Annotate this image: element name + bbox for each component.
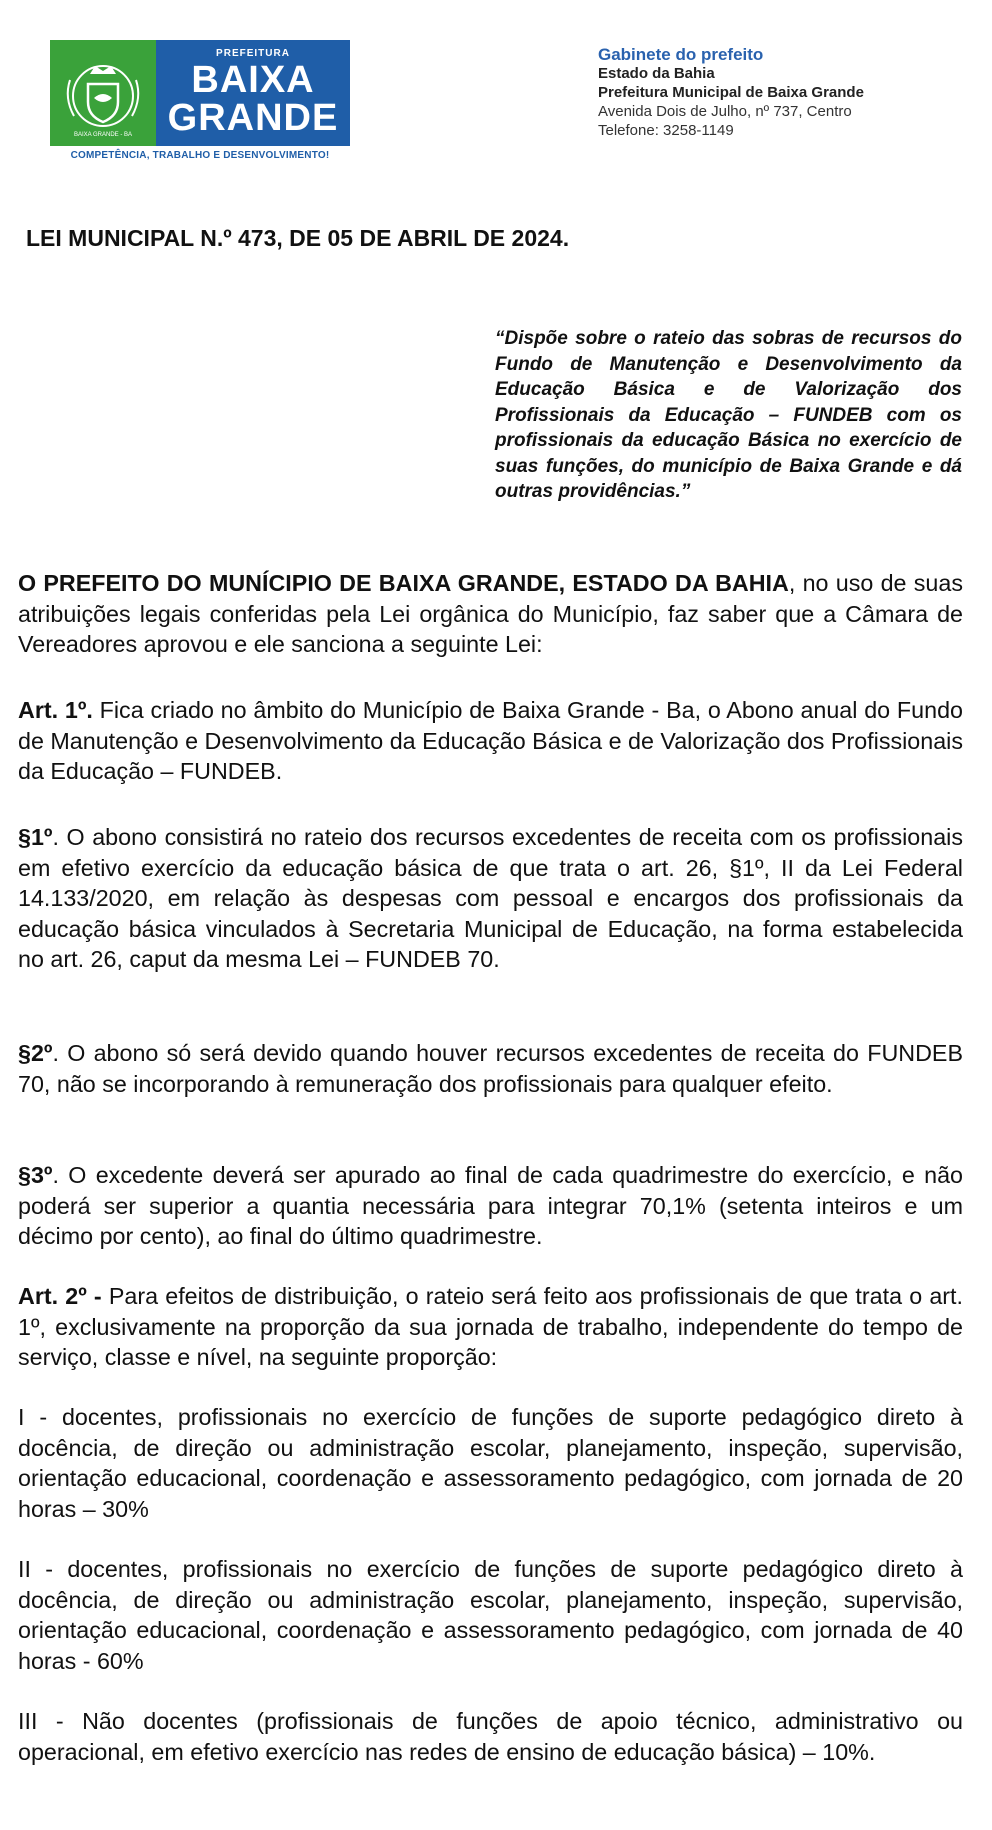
item-3: III - Não docentes (profissionais de funções de apoio técnico, administrativo ou operacional, em efetivo exercício nas redes de ensino de educação básica) – 10%. — [18, 1708, 963, 1765]
paragraph-2-text: . O abono só será devido quando houver recursos excedentes de receita do FUNDEB 70, não se incorporando à remuneração dos profissionais para qualquer efeito. — [18, 1040, 963, 1097]
paragraph-3-text: . O excedente deverá ser apurado ao final de cada quadrimestre do exercício, e não poderá ser superior a quantia necessária para integrar 70,1% (setenta inteiros e um décimo por cento), ao final do último quadrimestre. — [18, 1162, 963, 1249]
crest-label: BAIXA GRANDE - BA — [73, 132, 133, 138]
item-1: I - docentes, profissionais no exercício de funções de suporte pedagógico direto à docência, de direção ou administração escolar, planejamento, inspeção, supervisão, orientação educacional, coordenação e assessoramento pedagógico, com jornada de 20 horas – 30% — [18, 1404, 963, 1522]
cabinet-prefecture: Prefeitura Municipal de Baixa Grande — [598, 84, 864, 101]
paragraph-1 — [18, 822, 963, 975]
coat-of-arms-icon — [50, 40, 156, 146]
item-2: II - docentes, profissionais no exercício de funções de suporte pedagógico direto à docência, de direção ou administração escolar, planejamento, inspeção, supervisão, orientação educacional, coordenação e assessoramento pedagógico, com jornada de 40 horas - 60% — [18, 1556, 963, 1674]
logo-prefeitura-text: PREFEITURA — [216, 48, 290, 59]
article-1-label: Art. 1º. — [18, 697, 93, 723]
paragraph-3-label: §3º — [18, 1162, 53, 1188]
cabinet-info — [598, 45, 958, 140]
cabinet-address: Avenida Dois de Julho, nº 737, Centro — [598, 103, 852, 120]
article-1 — [18, 695, 963, 787]
cabinet-phone: Telefone: 3258-1149 — [598, 122, 734, 139]
letterhead — [0, 0, 992, 175]
paragraph-3 — [18, 1160, 963, 1252]
paragraph-2 — [18, 1038, 963, 1099]
cabinet-title: Gabinete do prefeito — [598, 45, 764, 64]
preamble — [18, 568, 963, 660]
article-2 — [18, 1281, 963, 1373]
cabinet-state: Estado da Bahia — [598, 65, 715, 82]
article-2-label: Art. 2º - — [18, 1283, 102, 1309]
article-1-text: Fica criado no âmbito do Município de Baixa Grande - Ba, o Abono anual do Fundo de Manutenção e Desenvolvimento da Educação Básica e de Valorização dos Profissionais da Educação – FUNDEB. — [18, 697, 963, 784]
paragraph-1-label: §1º — [18, 824, 53, 850]
logo-baixa-text: BAIXA — [191, 59, 315, 101]
law-summary: “Dispõe sobre o rateio das sobras de recursos do Fundo de Manutenção e Desenvolvimento da Educação Básica e de Valorização dos Profissionais da Educação – FUNDEB com os profissionais da educação Básica no exercício de suas funções, do município de Baixa Grande e dá outras providências.” — [495, 328, 962, 502]
article-2-text: Para efeitos de distribuição, o rateio será feito aos profissionais de que trata o art. 1º, exclusivamente na proporção da sua jornada de trabalho, independente do tempo de serviço, classe e nível, na seguinte proporção: — [18, 1283, 963, 1370]
preamble-text: , no uso de suas atribuições legais conferidas pela Lei orgânica do Município, faz saber que a Câmara de Vereadores aprovou e ele sanciona a seguinte Lei: — [18, 570, 963, 657]
logo-grande-text: GRANDE — [167, 97, 339, 139]
preamble-bold: O PREFEITO DO MUNÍCIPIO DE BAIXA GRANDE, ESTADO DA BAHIA — [18, 570, 789, 596]
paragraph-2-label: §2º — [18, 1040, 53, 1066]
logo-slogan: COMPETÊNCIA, TRABALHO E DESENVOLVIMENTO! — [70, 150, 330, 161]
law-title: LEI MUNICIPAL N.º 473, DE 05 DE ABRIL DE 2024. — [26, 225, 570, 251]
paragraph-1-text: . O abono consistirá no rateio dos recursos excedentes de receita com os profissionais em efetivo exercício da educação básica de que trata o art. 26, §1º, II da Lei Federal 14.133/2020, em relação às despesas com pessoal e encargos dos profissionais da educação básica vinculados à Secretaria Municipal de Educação, na forma estabelecida no art. 26, caput da mesma Lei – FUNDEB 70. — [18, 824, 963, 972]
